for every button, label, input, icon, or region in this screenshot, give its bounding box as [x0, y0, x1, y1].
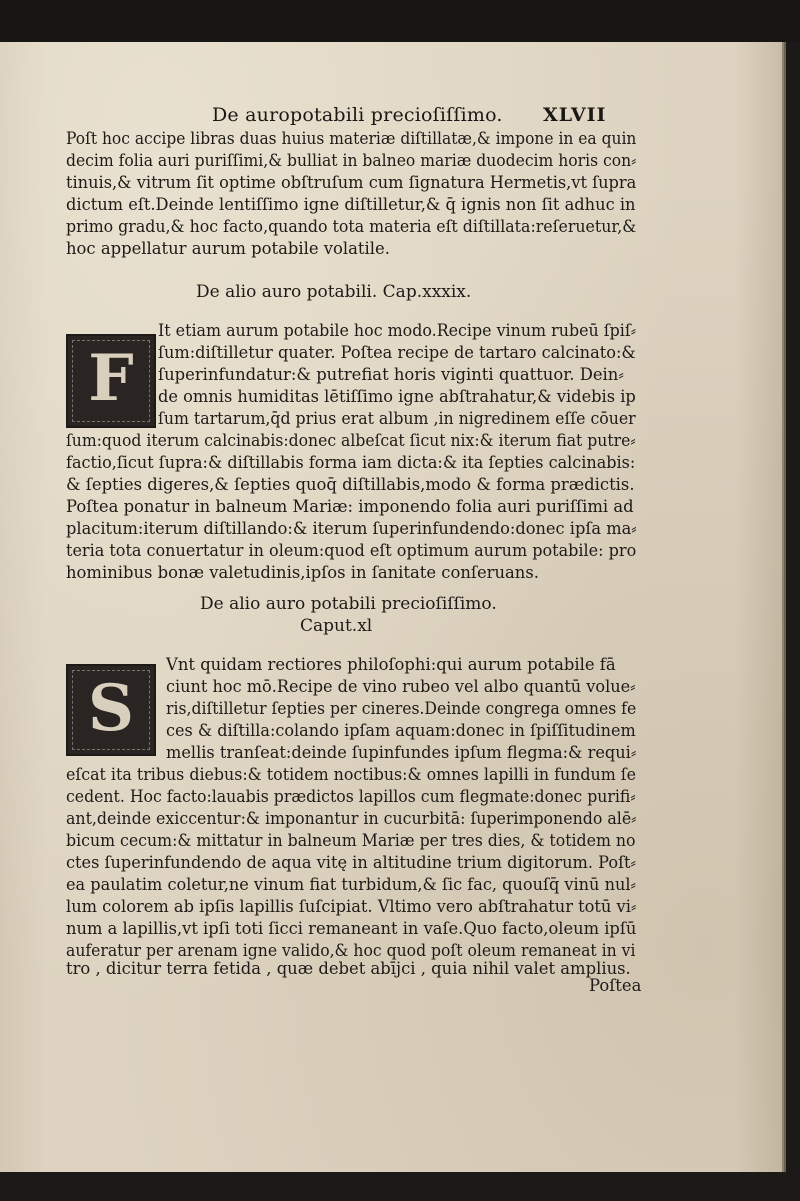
- text-line: ces & diſtilla:colando ipſam aquam:donec in ſpiſſitudinem: [166, 721, 636, 740]
- text-line: Poſt hoc accipe libras duas huius materiæ diſtillatæ,& impone in ea quin: [66, 129, 637, 148]
- text-line: ris,diſtilletur ſepties per cineres.Deinde congrega omnes fe: [166, 699, 637, 718]
- text-line: cedent. Hoc facto:lauabis prædictos lapillos cum flegmate:donec purifi⸗: [66, 787, 636, 806]
- text-line: auferatur per arenam igne valido,& hoc quod poſt oleum remaneat in vi: [66, 941, 636, 960]
- text-line: primo gradu,& hoc facto,quando tota materia eſt diſtillata:reſeruetur,&: [66, 217, 637, 236]
- text-line: ctes ſuperinfundendo de aqua vitę in altitudine trium digitorum. Poſt⸗: [66, 853, 636, 872]
- text-line: hoc appellatur aurum potabile volatile.: [66, 239, 390, 258]
- decorated-initial: [66, 664, 156, 756]
- text-line: eſcat ita tribus diebus:& totidem noctibus:& omnes lapilli in fundum ſe: [66, 765, 637, 784]
- catchword: Poſtea: [589, 976, 642, 995]
- text-line: decim folia auri puriſſimi,& bulliat in balneo mariæ duodecim horis con⸗: [66, 151, 637, 170]
- text-line: placitum:iterum diſtillando:& iterum ſuperinfundendo:donec ipſa ma⸗: [66, 519, 637, 538]
- text-line: ciunt hoc mō.Recipe de vino rubeo vel albo quantū volue⸗: [166, 677, 636, 696]
- chapter-heading: De alio auro potabili. Cap.xxxix.: [196, 282, 472, 302]
- text-line: ſum:diſtilletur quater. Poſtea recipe de tartaro calcinato:&: [158, 343, 636, 362]
- chapter-heading: De alio auro potabili precioſiſſimo.: [200, 594, 497, 614]
- chapter-number: Caput.xl: [300, 616, 373, 636]
- text-line: tinuis,& vitrum ſit optime obſtruſum cum ſignatura Hermetis,vt ſupra: [66, 173, 637, 192]
- folio-number: XLVII: [543, 104, 607, 126]
- text-line: ant,deinde exiccentur:& imponantur in cucurbitā: ſuperimponendo alē⸗: [66, 809, 637, 828]
- text-line: num a lapillis,vt ipſi toti ſicci remaneant in vaſe.Quo facto,oleum ipſū: [66, 919, 637, 938]
- text-line: ea paulatim coletur,ne vinum fiat turbidum,& ſic fac, quouſq̄ vinū nul⸗: [66, 875, 636, 894]
- text-line: & ſepties digeres,& ſepties quoq̄ diſtillabis,modo & forma prædictis.: [66, 475, 635, 494]
- initial-letter: F: [88, 341, 134, 416]
- text-line: teria tota conuertatur in oleum:quod eſt optimum aurum potabile: pro: [66, 541, 637, 560]
- text-line: hominibus bonæ valetudinis,ipſos in ſanitate conſeruans.: [66, 563, 539, 582]
- scan-background: [0, 0, 800, 42]
- text-line: ſuperinfundatur:& putrefiat horis viginti quattuor. Dein⸗: [158, 365, 624, 384]
- text-line: ſum tartarum,q̄d prius erat album ,in nigredinem eſſe cōuer: [158, 409, 636, 428]
- text-line: Vnt quidam rectiores philoſophi:qui aurum potabile fā: [166, 655, 616, 674]
- text-line: dictum eſt.Deinde lentiſſimo igne diſtilletur,& q̄ ignis non ſit adhuc in: [66, 195, 636, 214]
- text-line: Poſtea ponatur in balneum Mariæ: imponendo folia auri puriſſimi ad: [66, 497, 634, 516]
- text-line: bicum cecum:& mittatur in balneum Mariæ per tres dies, & totidem no: [66, 831, 636, 850]
- text-line: It etiam aurum potabile hoc modo.Recipe vinum rubeū ſpiſ⸗: [158, 321, 637, 340]
- text-line: factio,ſicut ſupra:& diſtillabis forma iam dicta:& ita ſepties calcinabis:: [66, 453, 636, 472]
- decorated-initial: [66, 334, 156, 428]
- text-line: mellis tranſeat:deinde ſupinfundes ipſum flegma:& requi⸗: [166, 743, 637, 762]
- running-title: De auropotabili precioſiſſimo.: [212, 104, 503, 126]
- initial-letter: S: [87, 671, 135, 746]
- text-line: de omnis humiditas lētiſſimo igne abſtrahatur,& videbis ip: [158, 387, 636, 406]
- text-line: lum colorem ab ipſis lapillis ſuſcipiat. Vltimo vero abſtrahatur totū vi⸗: [66, 897, 637, 916]
- text-line: ſum:quod iterum calcinabis:donec albeſcat ſicut nix:& iterum fiat putre⸗: [66, 431, 636, 450]
- text-line: tro , dicitur terra fetida , quæ debet abījci , quia nihil valet amplius.: [66, 959, 631, 978]
